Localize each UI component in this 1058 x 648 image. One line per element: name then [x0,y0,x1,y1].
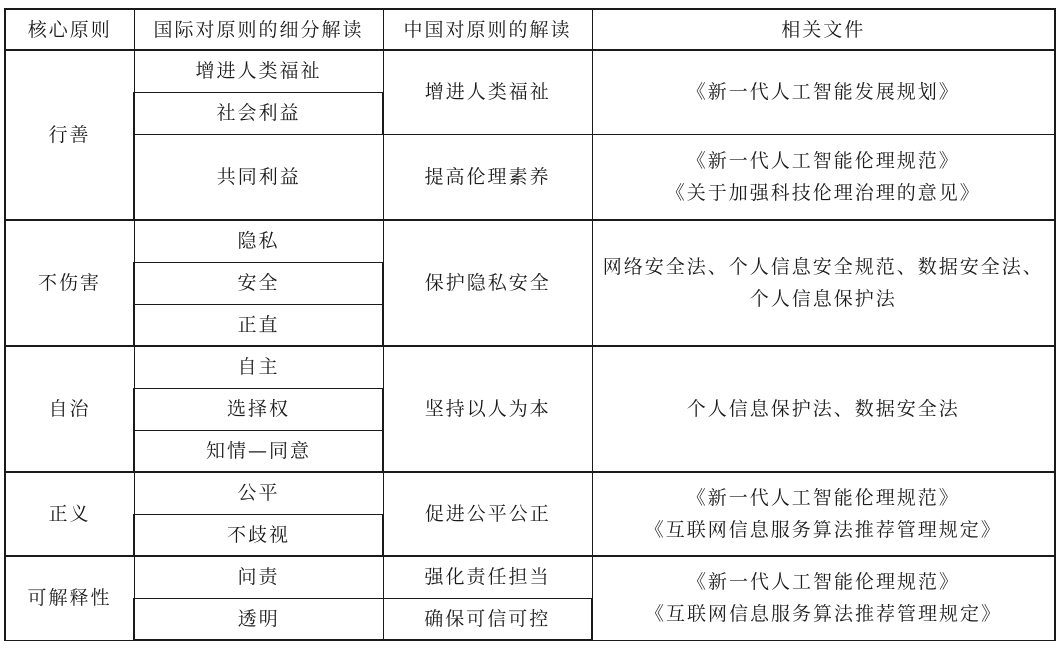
intl-cell: 公平 [134,472,383,514]
principle-cell-autonomy: 自治 [5,346,134,472]
china-cell: 确保可信可控 [383,598,592,640]
document-name: 《关于加强科技伦理治理的意见》 [665,181,981,204]
files-cell: 个人信息保护法、数据安全法 [592,346,1055,472]
table-header-row [5,9,1055,50]
document-name: 《新一代人工智能伦理规范》 [686,571,960,594]
files-cell [592,134,1055,220]
document-name: 《互联网信息服务算法推荐管理规定》 [644,519,1002,541]
china-cell: 促进公平公正 [383,472,592,556]
intl-cell: 社会利益 [134,92,383,134]
table-row [5,220,1055,262]
intl-cell: 选择权 [134,388,383,430]
intl-cell: 隐私 [134,220,383,262]
intl-cell: 安全 [134,262,383,304]
files-cell [592,50,1055,134]
header-related-documents: 相关文件 [592,9,1055,50]
ethics-principles-table [4,8,1056,641]
document-name: 《新一代人工智能伦理规范》 [686,487,960,509]
china-cell: 增进人类福祉 [383,50,592,134]
files-cell [592,556,1055,640]
files-cell: 网络安全法、个人信息安全规范、数据安全法、个人信息保护法 [592,220,1055,346]
principle-cell-justice: 正义 [5,472,134,556]
intl-cell: 知情—同意 [134,430,383,472]
table-row [5,346,1055,388]
intl-cell: 共同利益 [134,134,383,220]
header-china-interpretation: 中国对原则的解读 [383,9,592,50]
intl-cell: 透明 [134,598,383,640]
document-name: 《互联网信息服务算法推荐管理规定》 [644,603,1002,626]
china-cell: 提高伦理素养 [383,134,592,220]
table-row [5,50,1055,92]
principle-cell-explicability: 可解释性 [5,556,134,640]
document-name: 《新一代人工智能伦理规范》 [686,149,960,172]
table-row [5,472,1055,514]
intl-cell: 增进人类福祉 [134,50,383,92]
table-row [5,134,1055,220]
intl-cell: 问责 [134,556,383,598]
china-cell: 强化责任担当 [383,556,592,598]
china-cell: 保护隐私安全 [383,220,592,346]
principle-cell-non-maleficence: 不伤害 [5,220,134,346]
china-cell: 坚持以人为本 [383,346,592,472]
intl-cell: 正直 [134,304,383,346]
files-cell [592,472,1055,556]
header-international-interpretation: 国际对原则的细分解读 [134,9,383,50]
principle-cell-beneficence: 行善 [5,50,134,220]
document-name: 《新一代人工智能发展规划》 [686,81,960,104]
header-core-principle: 核心原则 [5,9,134,50]
intl-cell: 不歧视 [134,514,383,556]
intl-cell: 自主 [134,346,383,388]
table-row [5,556,1055,598]
